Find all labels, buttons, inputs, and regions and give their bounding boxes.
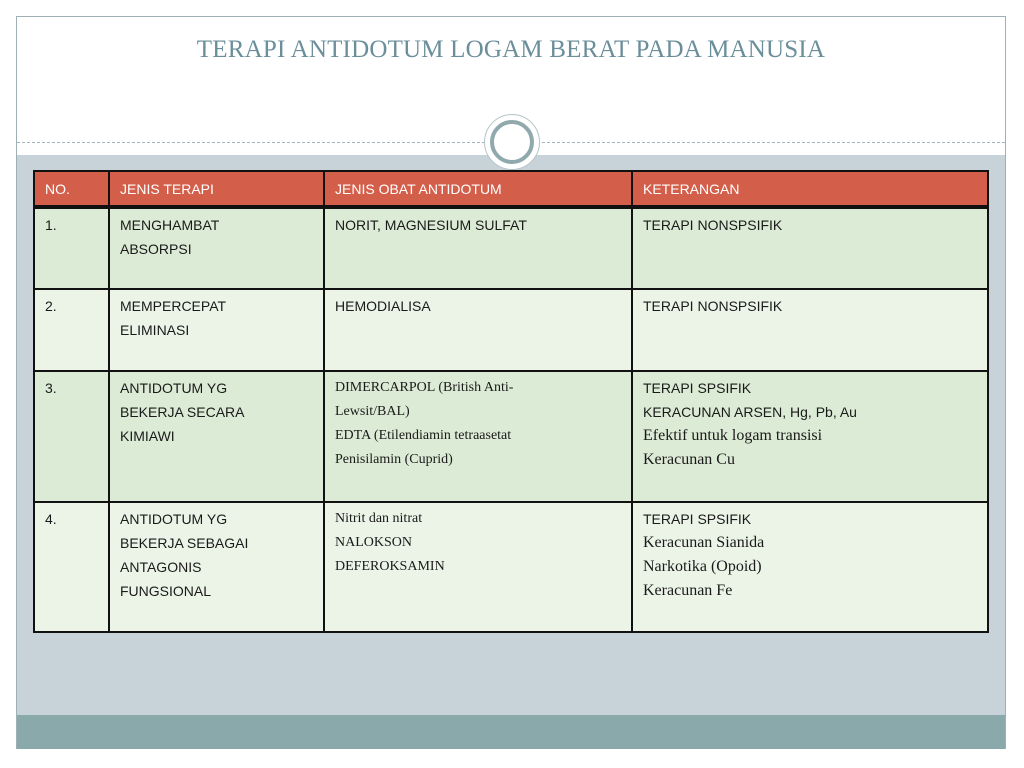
cell-keterangan: TERAPI NONSPSIFIK [632, 207, 988, 289]
cell-keterangan: TERAPI NONSPSIFIK [632, 289, 988, 371]
slide-title: TERAPI ANTIDOTUM LOGAM BERAT PADA MANUSIA [196, 36, 826, 63]
header-jenis-terapi: JENIS TERAPI [109, 171, 324, 207]
cell-jenis-terapi: MEMPERCEPAT ELIMINASI [109, 289, 324, 371]
header-jenis-obat-antidotum: JENIS OBAT ANTIDOTUM [324, 171, 632, 207]
cell-no: 2. [34, 289, 109, 371]
cell-no: 3. [34, 371, 109, 501]
table-row [34, 502, 988, 632]
decorative-ring-icon [490, 120, 534, 164]
table-row [34, 207, 988, 289]
cell-obat: HEMODIALISA [324, 289, 632, 371]
slide-footer-band [17, 715, 1005, 749]
cell-no: 4. [34, 502, 109, 632]
header-keterangan: KETERANGAN [632, 171, 988, 207]
cell-jenis-terapi: MENGHAMBAT ABSORPSI [109, 207, 324, 289]
cell-jenis-terapi: ANTIDOTUM YG BEKERJA SEBAGAI ANTAGONIS FUNGSIONAL [109, 502, 324, 632]
cell-keterangan: TERAPI SPSIFIK KERACUNAN ARSEN, Hg, Pb, Au Efektif untuk logam transisi Keracunan Cu [632, 371, 988, 501]
cell-obat: Nitrit dan nitrat NALOKSON DEFEROKSAMIN [324, 502, 632, 632]
table-row [34, 289, 988, 371]
cell-no: 1. [34, 207, 109, 289]
cell-keterangan: TERAPI SPSIFIK Keracunan Sianida Narkotika (Opoid) Keracunan Fe [632, 502, 988, 632]
cell-obat: NORIT, MAGNESIUM SULFAT [324, 207, 632, 289]
cell-jenis-terapi: ANTIDOTUM YG BEKERJA SECARA KIMIAWI [109, 371, 324, 501]
header-no: NO. [34, 171, 109, 207]
antidote-table [33, 170, 989, 633]
table-row [34, 371, 988, 501]
table-header-row [34, 171, 988, 207]
cell-obat: DIMERCARPOL (British Anti- Lewsit/BAL) EDTA (Etilendiamin tetraasetat Penisilamin (Cuprid) [324, 371, 632, 501]
